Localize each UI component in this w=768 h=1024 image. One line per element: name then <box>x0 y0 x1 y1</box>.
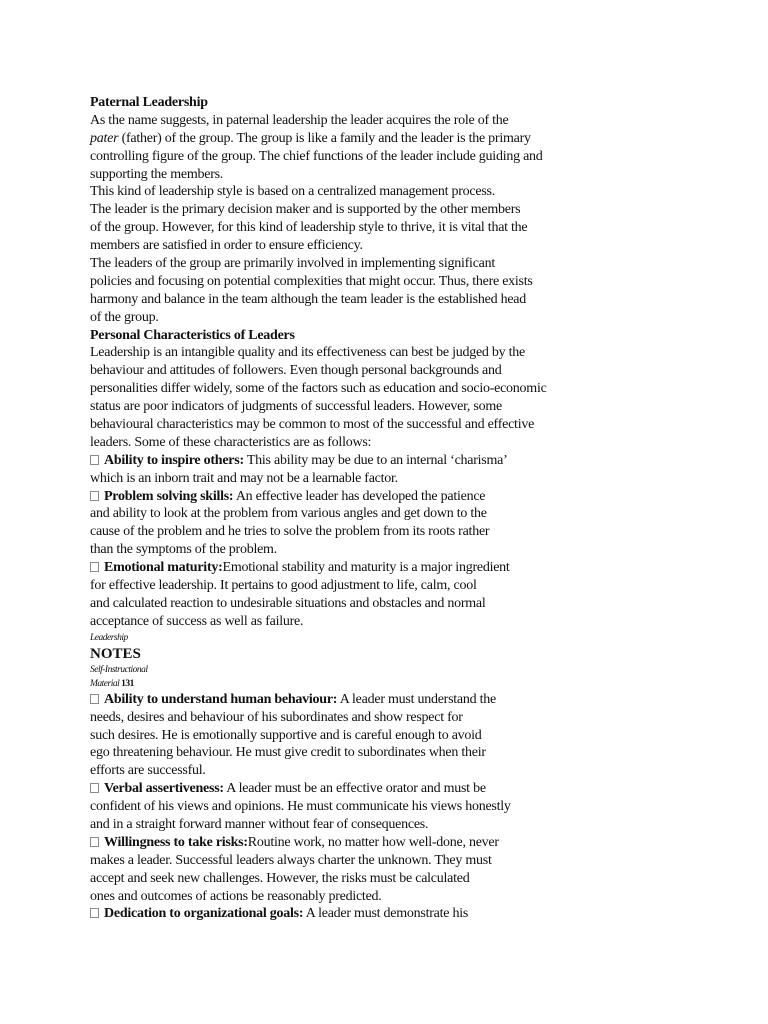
text-line: confident of his views and opinions. He must communicate his views honestly <box>90 799 511 815</box>
text-line: efforts are successful. <box>90 763 206 779</box>
bullet-item <box>90 559 650 577</box>
text-line: such desires. He is emotionally supportive and is careful enough to avoid <box>90 727 482 743</box>
text-span: Emotional stability and maturity is a major ingredient <box>222 560 510 576</box>
bullet-item <box>90 691 650 709</box>
text-line: acceptance of success as well as failure. <box>90 613 304 629</box>
text-line: and calculated reaction to undesirable situations and obstacles and normal <box>90 595 486 611</box>
text-line: The leader is the primary decision maker and is supported by the other members <box>90 202 521 218</box>
bullet-term: Problem solving skills: <box>104 488 234 504</box>
text-line: for effective leadership. It pertains to good adjustment to life, calm, cool <box>90 578 477 594</box>
text-line: needs, desires and behaviour of his subordinates and show respect for <box>90 709 463 725</box>
text-line: supporting the members. <box>90 166 224 182</box>
heading-personal-characteristics: Personal Characteristics of Leaders <box>90 327 295 343</box>
bullet-box-icon <box>90 694 99 704</box>
italic-term: pater <box>90 130 119 146</box>
document-page <box>90 94 650 923</box>
margin-notes-heading: NOTES <box>90 645 141 662</box>
text-line: ones and outcomes of actions be reasonably predicted. <box>90 888 382 904</box>
text-line: harmony and balance in the team although the team leader is the established head <box>90 291 526 307</box>
bullet-item <box>90 834 650 852</box>
text-span: This ability may be due to an internal ‘charisma’ <box>243 452 508 468</box>
bullet-box-icon <box>90 783 99 793</box>
text-line: than the symptoms of the problem. <box>90 542 277 558</box>
text-span: An effective leader has developed the patience <box>233 488 486 504</box>
bullet-term: Ability to inspire others: <box>104 452 244 468</box>
text-span: (father) of the group. The group is like a family and the leader is the primary <box>118 130 531 146</box>
bullet-term: Ability to understand human behaviour: <box>104 691 338 707</box>
text-line: This kind of leadership style is based on a centralized management process. <box>90 184 496 200</box>
text-span: A leader must be an effective orator and must be <box>223 781 486 797</box>
bullet-item <box>90 452 650 470</box>
bullet-term: Verbal assertiveness: <box>104 781 224 797</box>
text-line: which is an inborn trait and may not be a learnable factor. <box>90 470 398 486</box>
bullet-box-icon <box>90 491 99 501</box>
text-line: Leadership is an intangible quality and its effectiveness can best be judged by the <box>90 345 526 361</box>
text-span: A leader must understand the <box>337 691 496 707</box>
bullet-term: Emotional maturity: <box>104 560 223 576</box>
bullet-box-icon <box>90 908 99 918</box>
text-line: members are satisfied in order to ensure efficiency. <box>90 238 363 254</box>
text-line: personalities differ widely, some of the factors such as education and socio-economic <box>90 381 547 397</box>
bullet-box-icon <box>90 455 99 465</box>
text-line: of the group. However, for this kind of leadership style to thrive, it is vital that the <box>90 220 528 236</box>
text-line: status are poor indicators of judgments of successful leaders. However, some <box>90 399 502 415</box>
bullet-item <box>90 905 650 923</box>
text-span: A leader must demonstrate his <box>303 906 469 922</box>
text-line: ego threatening behaviour. He must give credit to subordinates when their <box>90 745 486 761</box>
bullet-box-icon <box>90 562 99 572</box>
bullet-box-icon <box>90 837 99 847</box>
margin-label-material <box>90 677 650 691</box>
margin-label-self-instructional: Self-Instructional <box>90 664 148 675</box>
text-line: controlling figure of the group. The chief functions of the leader include guiding and <box>90 148 543 164</box>
text-line: leaders. Some of these characteristics are as follows: <box>90 434 372 450</box>
text-line: policies and focusing on potential complexities that might occur. Thus, there exists <box>90 273 533 289</box>
heading-paternal-leadership: Paternal Leadership <box>90 95 208 110</box>
bullet-term: Dedication to organizational goals: <box>104 906 304 922</box>
text-line: accept and seek new challenges. However, the risks must be calculated <box>90 870 470 886</box>
text-line: and ability to look at the problem from various angles and get down to the <box>90 506 487 522</box>
text-line: As the name suggests, in paternal leadership the leader acquires the role of the <box>90 112 509 128</box>
margin-label-leadership: Leadership <box>90 632 128 643</box>
bullet-item <box>90 780 650 798</box>
text-span: Routine work, no matter how well-done, never <box>247 834 499 850</box>
text-line: The leaders of the group are primarily involved in implementing significant <box>90 256 496 272</box>
page-number: 131 <box>121 678 134 689</box>
bullet-item <box>90 488 650 506</box>
text-line: behaviour and attitudes of followers. Even though personal backgrounds and <box>90 363 502 379</box>
text-line: and in a straight forward manner without fear of consequences. <box>90 816 429 832</box>
text-line: makes a leader. Successful leaders always charter the unknown. They must <box>90 852 492 868</box>
text-line <box>90 130 650 148</box>
bullet-term: Willingness to take risks: <box>104 834 248 850</box>
text-line: cause of the problem and he tries to solve the problem from its roots rather <box>90 524 490 540</box>
text-line: behavioural characteristics may be common to most of the successful and effective <box>90 417 535 433</box>
material-label: Material <box>90 678 120 689</box>
text-line: of the group. <box>90 309 159 325</box>
